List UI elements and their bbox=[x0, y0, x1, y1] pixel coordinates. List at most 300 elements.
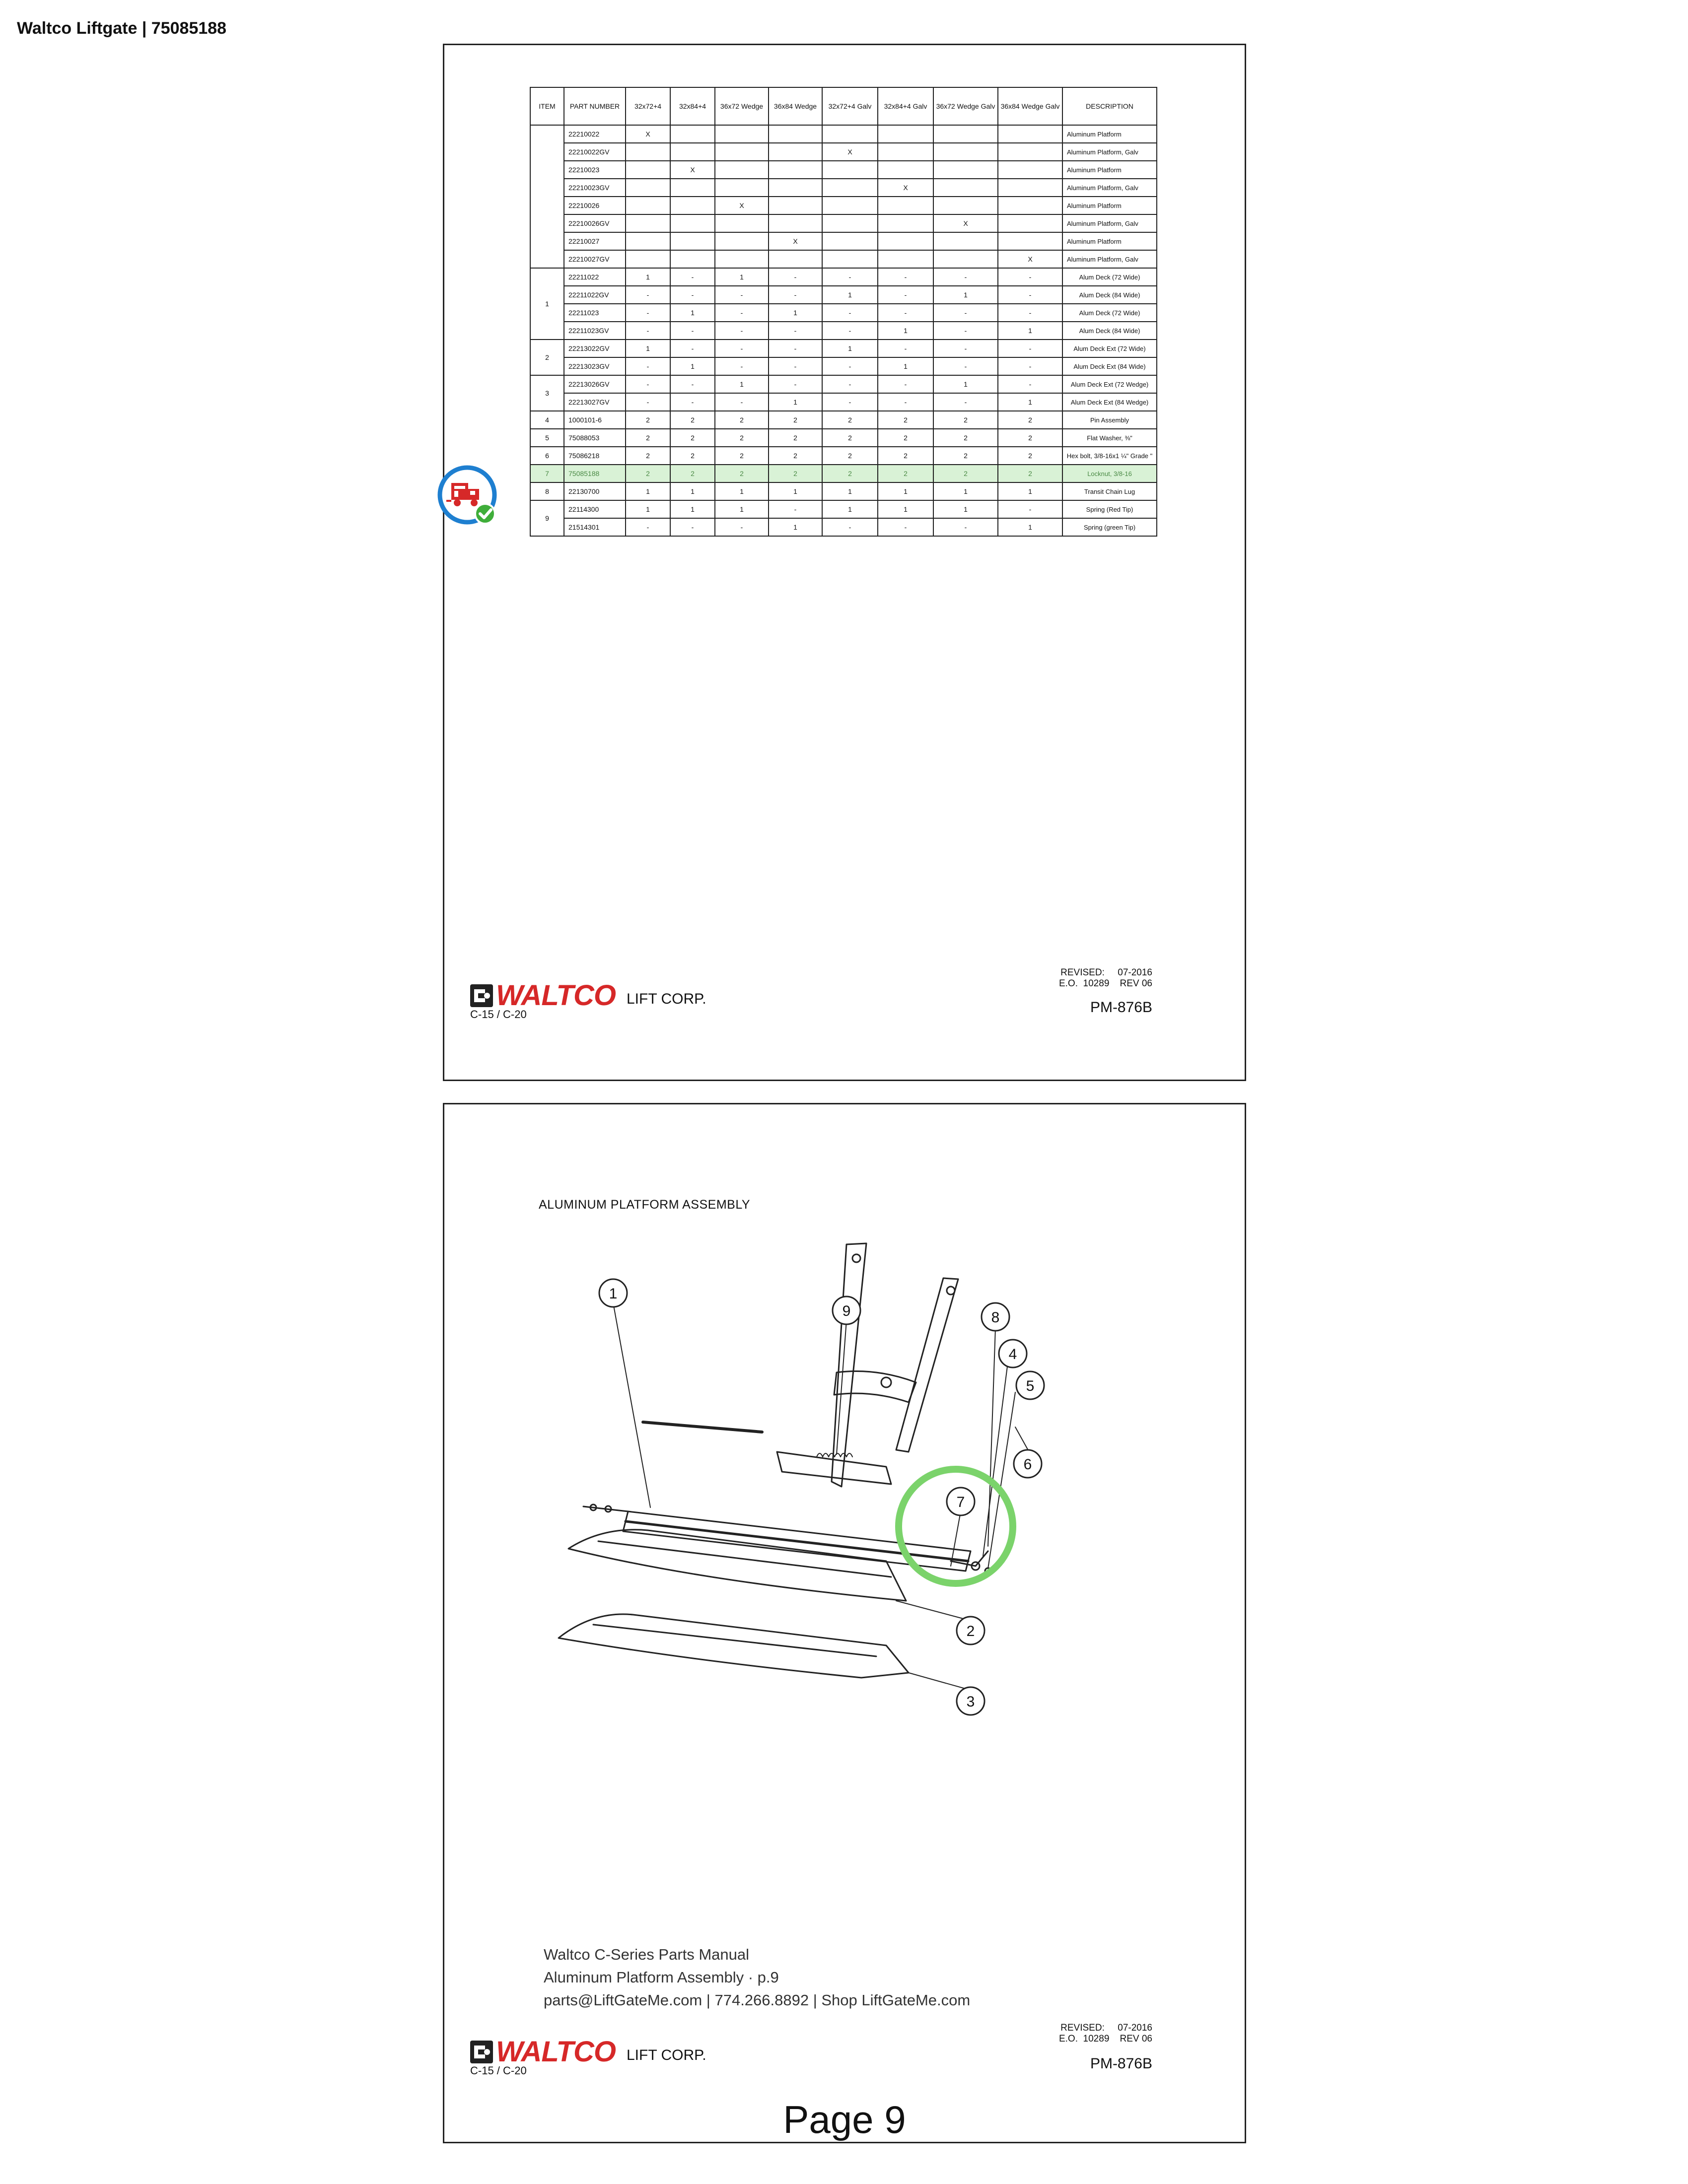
quantity-cell: 1 bbox=[998, 322, 1062, 340]
table-row bbox=[530, 518, 1157, 536]
quantity-cell bbox=[715, 143, 769, 161]
table-row bbox=[530, 357, 1157, 375]
item-cell: 8 bbox=[530, 482, 564, 500]
quantity-cell: - bbox=[715, 304, 769, 322]
quantity-cell: 2 bbox=[878, 447, 933, 465]
revised-date: 07-2016 bbox=[1118, 967, 1152, 978]
quantity-cell: 1 bbox=[715, 482, 769, 500]
rev-number: REV 06 bbox=[1120, 978, 1152, 989]
description-cell: Alum Deck Ext (84 Wide) bbox=[1062, 357, 1157, 375]
quantity-cell bbox=[822, 214, 878, 232]
quantity-cell: - bbox=[822, 268, 878, 286]
quantity-cell: 1 bbox=[670, 304, 715, 322]
table-row bbox=[530, 429, 1157, 447]
quantity-cell: - bbox=[626, 375, 670, 393]
quantity-cell: - bbox=[670, 518, 715, 536]
table-row bbox=[530, 214, 1157, 232]
waltco-brand: WALTCO bbox=[496, 2036, 616, 2068]
quantity-cell: - bbox=[998, 375, 1062, 393]
column-header: 32x72+4 bbox=[626, 87, 670, 125]
quantity-cell: - bbox=[878, 268, 933, 286]
column-header: 32x84+4 Galv bbox=[878, 87, 933, 125]
quantity-cell: - bbox=[878, 286, 933, 304]
quantity-cell: 2 bbox=[878, 465, 933, 482]
quantity-cell: 2 bbox=[878, 429, 933, 447]
table-header-row bbox=[530, 87, 1157, 125]
quantity-cell: - bbox=[670, 375, 715, 393]
quantity-cell: 1 bbox=[626, 482, 670, 500]
quantity-cell: - bbox=[998, 268, 1062, 286]
pm-number: PM-876B bbox=[1090, 999, 1152, 1016]
revised-label: REVISED: bbox=[1060, 967, 1105, 978]
quantity-cell: - bbox=[998, 500, 1062, 518]
table-row bbox=[530, 482, 1157, 500]
quantity-cell: 1 bbox=[878, 357, 933, 375]
description-cell: Alum Deck (84 Wide) bbox=[1062, 322, 1157, 340]
quantity-cell: 2 bbox=[822, 429, 878, 447]
quantity-cell: 2 bbox=[933, 429, 998, 447]
rev-number: REV 06 bbox=[1120, 2034, 1152, 2044]
table-row bbox=[530, 161, 1157, 179]
quantity-cell: 1 bbox=[670, 500, 715, 518]
quantity-cell bbox=[670, 214, 715, 232]
quantity-cell bbox=[933, 179, 998, 197]
quantity-cell: - bbox=[822, 375, 878, 393]
quantity-cell bbox=[670, 143, 715, 161]
series-code: C-15 / C-20 bbox=[470, 2064, 527, 2077]
description-cell: Pin Assembly bbox=[1062, 411, 1157, 429]
quantity-cell: 1 bbox=[769, 518, 822, 536]
quantity-cell: 1 bbox=[715, 500, 769, 518]
quantity-cell: 1 bbox=[998, 518, 1062, 536]
quantity-cell: - bbox=[626, 286, 670, 304]
quantity-cell: 2 bbox=[626, 465, 670, 482]
part-number-cell[interactable]: 22210027GV bbox=[564, 250, 626, 268]
manual-section: Aluminum Platform Assembly · p.9 bbox=[544, 1969, 779, 1986]
svg-text:4: 4 bbox=[1008, 1346, 1017, 1363]
quantity-cell: 2 bbox=[769, 465, 822, 482]
part-number-cell[interactable]: 22213027GV bbox=[564, 393, 626, 411]
item-cell: 2 bbox=[530, 340, 564, 375]
quantity-cell: - bbox=[933, 518, 998, 536]
quantity-cell bbox=[715, 125, 769, 143]
column-header: 36x72 Wedge Galv bbox=[933, 87, 998, 125]
quantity-cell bbox=[933, 232, 998, 250]
description-cell: Aluminum Platform, Galv bbox=[1062, 250, 1157, 268]
quantity-cell bbox=[878, 197, 933, 214]
quantity-cell bbox=[878, 143, 933, 161]
parts-table bbox=[530, 87, 1157, 537]
part-number-cell[interactable]: 75085188 bbox=[564, 465, 626, 482]
quantity-cell: - bbox=[878, 340, 933, 357]
quantity-cell: 2 bbox=[998, 447, 1062, 465]
quantity-cell: 2 bbox=[769, 429, 822, 447]
quantity-cell: - bbox=[933, 304, 998, 322]
callout-6 bbox=[1014, 1450, 1042, 1478]
quantity-cell: 1 bbox=[626, 268, 670, 286]
quantity-cell bbox=[715, 214, 769, 232]
quantity-cell bbox=[670, 125, 715, 143]
quantity-cell bbox=[878, 214, 933, 232]
quantity-cell: 2 bbox=[769, 411, 822, 429]
quantity-cell: - bbox=[998, 340, 1062, 357]
table-row bbox=[530, 340, 1157, 357]
quantity-cell: - bbox=[822, 393, 878, 411]
table-row bbox=[530, 197, 1157, 214]
item-cell: 4 bbox=[530, 411, 564, 429]
quantity-cell: - bbox=[769, 375, 822, 393]
item-cell: 7 bbox=[530, 465, 564, 482]
waltco-logo-mark-icon bbox=[470, 984, 493, 1007]
quantity-cell: - bbox=[878, 518, 933, 536]
column-header: 32x84+4 bbox=[670, 87, 715, 125]
quantity-cell: - bbox=[769, 286, 822, 304]
eo-number: 10289 bbox=[1083, 978, 1110, 989]
quantity-cell: 2 bbox=[822, 465, 878, 482]
quantity-cell: - bbox=[715, 518, 769, 536]
page-title: Waltco Liftgate | 75085188 bbox=[17, 19, 227, 38]
quantity-cell: - bbox=[670, 268, 715, 286]
quantity-cell: 1 bbox=[822, 482, 878, 500]
part-number-cell[interactable]: 22210027 bbox=[564, 232, 626, 250]
description-cell: Alum Deck (72 Wide) bbox=[1062, 304, 1157, 322]
quantity-cell: - bbox=[626, 357, 670, 375]
part-number-cell[interactable]: 22211022 bbox=[564, 268, 626, 286]
quantity-cell: X bbox=[670, 161, 715, 179]
column-header: 36x84 Wedge bbox=[769, 87, 822, 125]
quantity-cell bbox=[626, 197, 670, 214]
eo-label: E.O. bbox=[1058, 978, 1078, 989]
item-cell: 9 bbox=[530, 500, 564, 536]
svg-text:9: 9 bbox=[842, 1303, 851, 1319]
callout-3 bbox=[957, 1687, 985, 1715]
description-cell: Alum Deck Ext (72 Wide) bbox=[1062, 340, 1157, 357]
quantity-cell: 1 bbox=[822, 340, 878, 357]
quantity-cell: - bbox=[670, 393, 715, 411]
quantity-cell: - bbox=[933, 322, 998, 340]
quantity-cell bbox=[715, 232, 769, 250]
quantity-cell: - bbox=[933, 268, 998, 286]
quantity-cell: 1 bbox=[626, 500, 670, 518]
quantity-cell: 1 bbox=[626, 340, 670, 357]
deck-extension-upper bbox=[568, 1530, 906, 1601]
quantity-cell: - bbox=[626, 304, 670, 322]
svg-text:7: 7 bbox=[956, 1494, 965, 1510]
description-cell: Aluminum Platform bbox=[1062, 197, 1157, 214]
part-number-cell[interactable]: 21514301 bbox=[564, 518, 626, 536]
quantity-cell bbox=[998, 143, 1062, 161]
lift-arm-right bbox=[896, 1278, 958, 1452]
table-row bbox=[530, 393, 1157, 411]
waltco-brand: WALTCO bbox=[496, 979, 616, 1012]
quantity-cell: 1 bbox=[878, 482, 933, 500]
contact-line[interactable]: parts@LiftGateMe.com | 774.266.8892 | Shop LiftGateMe.com bbox=[544, 1991, 971, 2009]
quantity-cell bbox=[998, 197, 1062, 214]
quantity-cell bbox=[626, 143, 670, 161]
manual-info bbox=[544, 1943, 970, 2012]
revision-block bbox=[1059, 2023, 1152, 2045]
quantity-cell bbox=[878, 161, 933, 179]
quantity-cell: - bbox=[933, 393, 998, 411]
svg-text:3: 3 bbox=[966, 1694, 975, 1710]
column-header: 36x84 Wedge Galv bbox=[998, 87, 1062, 125]
part-number-cell[interactable]: 22210023GV bbox=[564, 179, 626, 197]
quantity-cell: - bbox=[769, 340, 822, 357]
revised-label: REVISED: bbox=[1060, 2023, 1105, 2033]
quantity-cell bbox=[670, 250, 715, 268]
quantity-cell bbox=[998, 125, 1062, 143]
quantity-cell: - bbox=[822, 322, 878, 340]
part-number-cell[interactable]: 22213023GV bbox=[564, 357, 626, 375]
table-body bbox=[530, 125, 1157, 536]
eo-number: 10289 bbox=[1083, 2034, 1110, 2044]
quantity-cell: 2 bbox=[715, 411, 769, 429]
quantity-cell bbox=[822, 197, 878, 214]
quantity-cell bbox=[822, 125, 878, 143]
description-cell: Aluminum Platform bbox=[1062, 125, 1157, 143]
quantity-cell bbox=[822, 250, 878, 268]
svg-text:2: 2 bbox=[966, 1623, 975, 1639]
quantity-cell: - bbox=[715, 393, 769, 411]
description-cell: Flat Washer, ⅜" bbox=[1062, 429, 1157, 447]
item-cell: 6 bbox=[530, 447, 564, 465]
quantity-cell: - bbox=[933, 357, 998, 375]
description-cell: Alum Deck (84 Wide) bbox=[1062, 286, 1157, 304]
quantity-cell: - bbox=[769, 500, 822, 518]
table-row bbox=[530, 322, 1157, 340]
quantity-cell: 1 bbox=[998, 393, 1062, 411]
quantity-cell: - bbox=[822, 518, 878, 536]
part-number-cell[interactable]: 22210026GV bbox=[564, 214, 626, 232]
quantity-cell: 1 bbox=[715, 375, 769, 393]
quantity-cell bbox=[998, 161, 1062, 179]
table-row bbox=[530, 465, 1157, 482]
column-header: 36x72 Wedge bbox=[715, 87, 769, 125]
quantity-cell: 2 bbox=[822, 411, 878, 429]
svg-text:5: 5 bbox=[1026, 1378, 1035, 1394]
part-number-cell[interactable]: 22210026 bbox=[564, 197, 626, 214]
quantity-cell: - bbox=[878, 393, 933, 411]
part-number-cell[interactable]: 22210022 bbox=[564, 125, 626, 143]
table-row bbox=[530, 375, 1157, 393]
quantity-cell bbox=[933, 250, 998, 268]
part-number-cell[interactable]: 22114300 bbox=[564, 500, 626, 518]
quantity-cell: 2 bbox=[670, 411, 715, 429]
quantity-cell: 1 bbox=[933, 482, 998, 500]
description-cell: Aluminum Platform, Galv bbox=[1062, 214, 1157, 232]
quantity-cell: 2 bbox=[998, 411, 1062, 429]
part-number-cell[interactable]: 75088053 bbox=[564, 429, 626, 447]
quantity-cell bbox=[715, 161, 769, 179]
quantity-cell: X bbox=[878, 179, 933, 197]
quantity-cell bbox=[822, 161, 878, 179]
assembly-diagram-sheet bbox=[443, 1103, 1246, 2143]
quantity-cell bbox=[878, 250, 933, 268]
table-row bbox=[530, 232, 1157, 250]
quantity-cell: - bbox=[670, 286, 715, 304]
part-number-cell[interactable]: 22211023GV bbox=[564, 322, 626, 340]
quantity-cell bbox=[769, 179, 822, 197]
table-row bbox=[530, 304, 1157, 322]
page-number: Page 9 bbox=[783, 2098, 906, 2141]
description-cell: Alum Deck (72 Wide) bbox=[1062, 268, 1157, 286]
column-header: 32x72+4 Galv bbox=[822, 87, 878, 125]
quantity-cell: - bbox=[715, 340, 769, 357]
highlight-ring bbox=[899, 1469, 1013, 1583]
waltco-logo bbox=[470, 2038, 706, 2066]
quantity-cell: - bbox=[715, 322, 769, 340]
quantity-cell: 2 bbox=[933, 447, 998, 465]
svg-text:6: 6 bbox=[1023, 1456, 1032, 1473]
quantity-cell: 1 bbox=[769, 393, 822, 411]
description-cell: Aluminum Platform bbox=[1062, 161, 1157, 179]
table-row bbox=[530, 179, 1157, 197]
part-number-cell[interactable]: 22211022GV bbox=[564, 286, 626, 304]
quantity-cell: X bbox=[626, 125, 670, 143]
quantity-cell: 2 bbox=[933, 411, 998, 429]
series-code: C-15 / C-20 bbox=[470, 1008, 527, 1021]
quantity-cell bbox=[769, 197, 822, 214]
quantity-cell: - bbox=[626, 518, 670, 536]
quantity-cell bbox=[626, 250, 670, 268]
callout-9 bbox=[833, 1297, 860, 1324]
table-row bbox=[530, 411, 1157, 429]
part-number-cell[interactable]: 22213022GV bbox=[564, 340, 626, 357]
quantity-cell: X bbox=[822, 143, 878, 161]
quantity-cell bbox=[998, 214, 1062, 232]
quantity-cell bbox=[626, 161, 670, 179]
quantity-cell: 2 bbox=[715, 447, 769, 465]
quantity-cell: 1 bbox=[670, 482, 715, 500]
deck-extension-lower bbox=[559, 1614, 909, 1678]
description-cell: Aluminum Platform bbox=[1062, 232, 1157, 250]
quantity-cell: 2 bbox=[998, 429, 1062, 447]
quantity-cell: 1 bbox=[715, 268, 769, 286]
callout-4 bbox=[999, 1340, 1027, 1367]
description-cell: Hex bolt, 3/8-16x1 ¼" Grade " bbox=[1062, 447, 1157, 465]
quantity-cell bbox=[933, 125, 998, 143]
part-number-cell[interactable]: 22130700 bbox=[564, 482, 626, 500]
quantity-cell bbox=[715, 250, 769, 268]
quantity-cell: - bbox=[998, 357, 1062, 375]
quantity-cell bbox=[769, 214, 822, 232]
quantity-cell: - bbox=[626, 322, 670, 340]
quantity-cell: 1 bbox=[998, 482, 1062, 500]
description-cell: Spring (Red Tip) bbox=[1062, 500, 1157, 518]
parts-list-sheet bbox=[443, 44, 1246, 1081]
quantity-cell bbox=[878, 232, 933, 250]
platform-assembly-diagram bbox=[539, 1224, 1095, 1720]
manual-title: Waltco C-Series Parts Manual bbox=[544, 1946, 750, 1963]
quantity-cell: 1 bbox=[769, 482, 822, 500]
quantity-cell: - bbox=[998, 304, 1062, 322]
quantity-cell: X bbox=[769, 232, 822, 250]
quantity-cell: 2 bbox=[670, 429, 715, 447]
quantity-cell bbox=[769, 125, 822, 143]
waltco-logo bbox=[470, 981, 706, 1010]
quantity-cell: - bbox=[715, 357, 769, 375]
quantity-cell bbox=[670, 179, 715, 197]
quantity-cell: 2 bbox=[769, 447, 822, 465]
part-number-cell[interactable]: 22210022GV bbox=[564, 143, 626, 161]
column-header: PART NUMBER bbox=[564, 87, 626, 125]
description-cell: Transit Chain Lug bbox=[1062, 482, 1157, 500]
lift-corp: LIFT CORP. bbox=[626, 2047, 706, 2063]
quantity-cell: - bbox=[769, 357, 822, 375]
quantity-cell: 1 bbox=[822, 286, 878, 304]
pm-number: PM-876B bbox=[1090, 2055, 1152, 2072]
description-cell: Aluminum Platform, Galv bbox=[1062, 179, 1157, 197]
quantity-cell: 2 bbox=[626, 447, 670, 465]
part-number-cell[interactable]: 1000101-6 bbox=[564, 411, 626, 429]
quantity-cell: 1 bbox=[878, 322, 933, 340]
svg-text:1: 1 bbox=[609, 1286, 618, 1302]
quantity-cell: - bbox=[715, 286, 769, 304]
quantity-cell: 1 bbox=[769, 304, 822, 322]
quantity-cell: - bbox=[626, 393, 670, 411]
quantity-cell bbox=[998, 232, 1062, 250]
description-cell: Spring (green Tip) bbox=[1062, 518, 1157, 536]
quantity-cell: 1 bbox=[670, 357, 715, 375]
quantity-cell bbox=[933, 197, 998, 214]
part-number-cell[interactable]: 75086218 bbox=[564, 447, 626, 465]
quantity-cell: 1 bbox=[933, 500, 998, 518]
quantity-cell: - bbox=[769, 268, 822, 286]
quantity-cell: - bbox=[822, 304, 878, 322]
quantity-cell bbox=[769, 143, 822, 161]
column-header: ITEM bbox=[530, 87, 564, 125]
quantity-cell bbox=[715, 179, 769, 197]
part-number-cell[interactable]: 22213026GV bbox=[564, 375, 626, 393]
quantity-cell: 2 bbox=[933, 465, 998, 482]
quantity-cell: X bbox=[715, 197, 769, 214]
quantity-cell: - bbox=[769, 322, 822, 340]
in-stock-truck-icon[interactable] bbox=[437, 465, 501, 529]
waltco-logo-mark-icon bbox=[470, 2041, 493, 2063]
quantity-cell: 2 bbox=[670, 447, 715, 465]
quantity-cell: 1 bbox=[822, 500, 878, 518]
quantity-cell bbox=[670, 197, 715, 214]
svg-text:8: 8 bbox=[991, 1309, 1000, 1326]
section-title: ALUMINUM PLATFORM ASSEMBLY bbox=[539, 1198, 751, 1212]
quantity-cell: - bbox=[822, 357, 878, 375]
quantity-cell: 2 bbox=[878, 411, 933, 429]
quantity-cell bbox=[822, 232, 878, 250]
part-number-cell[interactable]: 22211023 bbox=[564, 304, 626, 322]
quantity-cell bbox=[769, 161, 822, 179]
callout-8 bbox=[982, 1303, 1009, 1331]
quantity-cell: 2 bbox=[626, 411, 670, 429]
quantity-cell: - bbox=[670, 322, 715, 340]
quantity-cell bbox=[933, 143, 998, 161]
revision-block bbox=[1059, 967, 1152, 989]
quantity-cell bbox=[626, 179, 670, 197]
quantity-cell bbox=[822, 179, 878, 197]
description-cell: Locknut, 3/8-16 bbox=[1062, 465, 1157, 482]
quantity-cell: - bbox=[933, 340, 998, 357]
column-header: DESCRIPTION bbox=[1062, 87, 1157, 125]
lift-corp: LIFT CORP. bbox=[626, 991, 706, 1007]
quantity-cell: X bbox=[998, 250, 1062, 268]
callout-5 bbox=[1016, 1371, 1044, 1399]
part-number-cell[interactable]: 22210023 bbox=[564, 161, 626, 179]
quantity-cell bbox=[626, 214, 670, 232]
quantity-cell bbox=[769, 250, 822, 268]
quantity-cell: 2 bbox=[998, 465, 1062, 482]
table-row bbox=[530, 447, 1157, 465]
callout-7 bbox=[947, 1488, 975, 1515]
quantity-cell: X bbox=[933, 214, 998, 232]
